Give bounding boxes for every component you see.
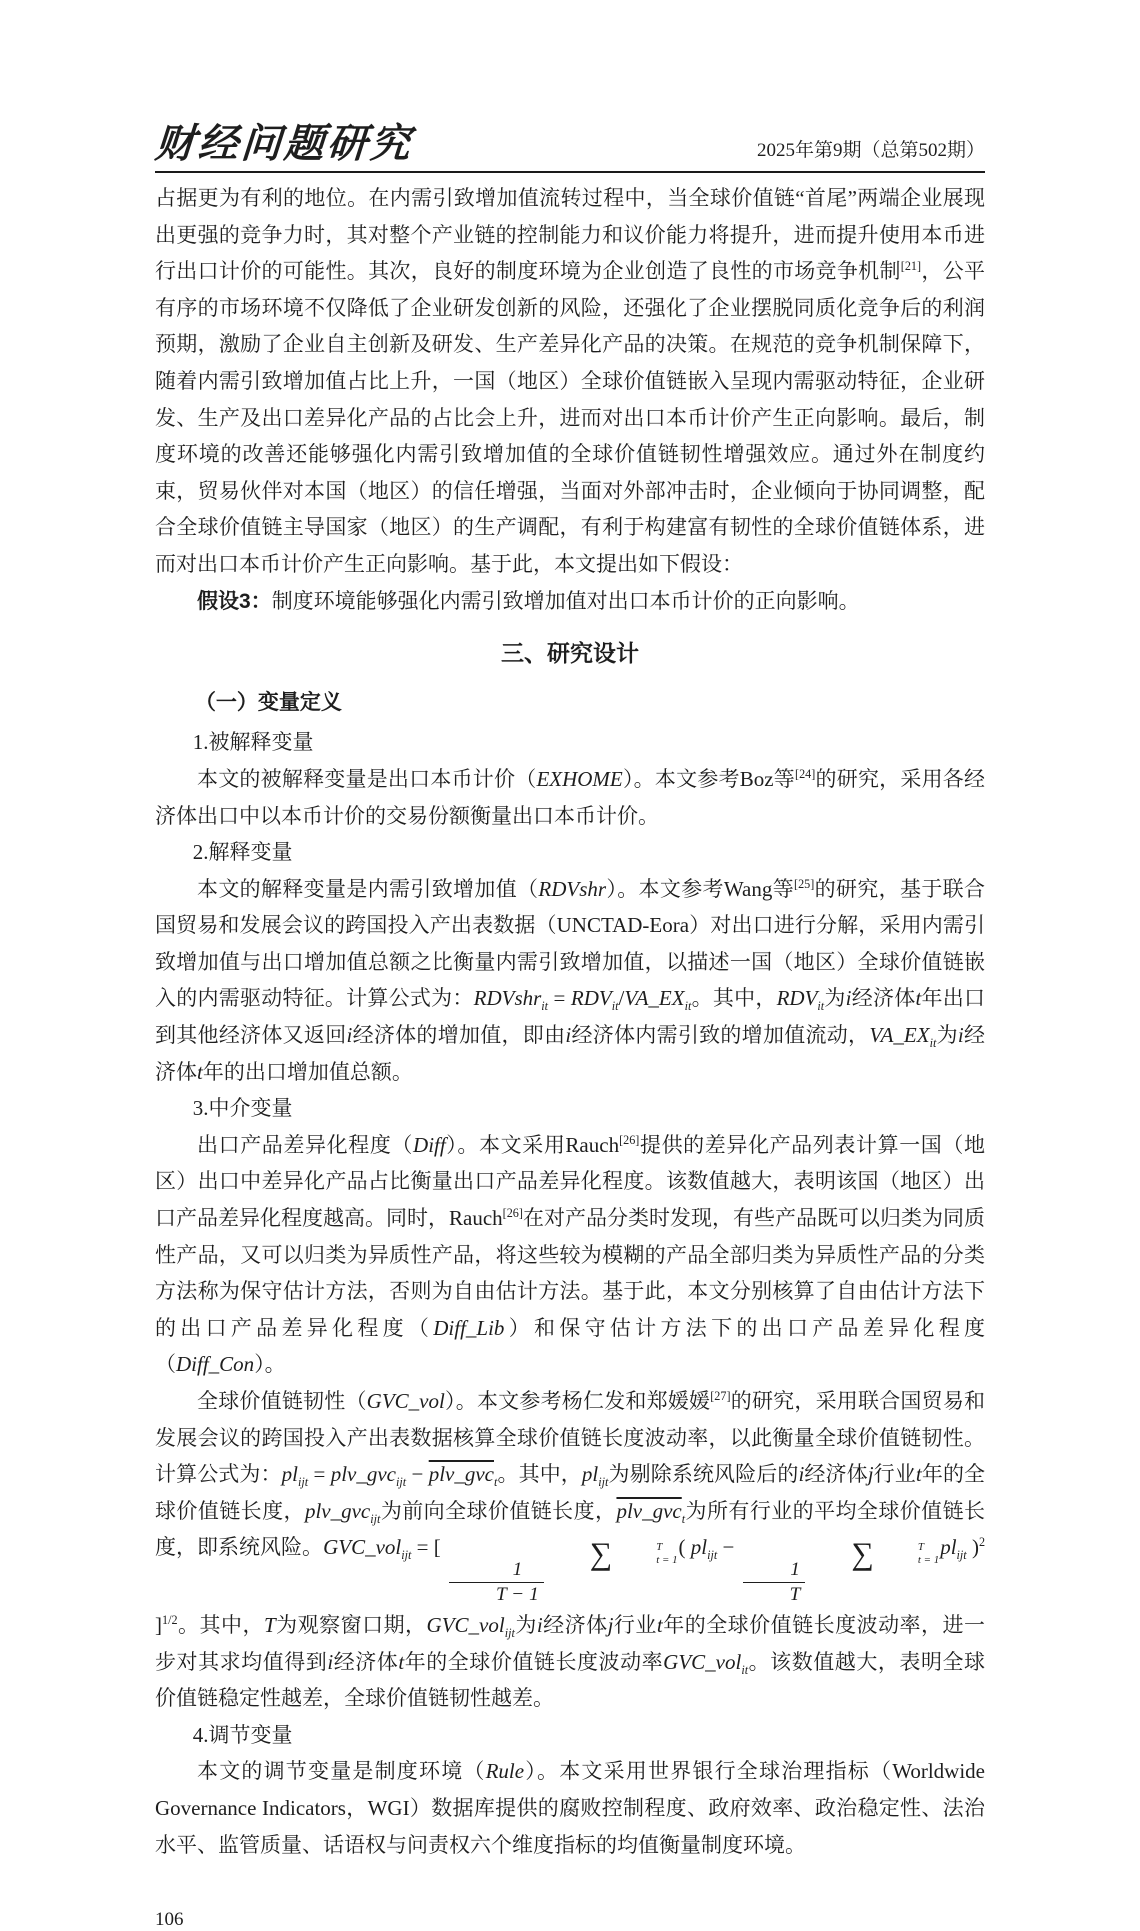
hypothesis-statement: 假设3：制度环境能够强化内需引致增加值对出口本币计价的正向影响。 bbox=[197, 588, 860, 613]
fraction: $\frac{1}{T - 1}$ bbox=[449, 1558, 544, 1607]
page-body bbox=[155, 180, 985, 1863]
subsection-heading: （一）变量定义 bbox=[194, 690, 342, 714]
fraction: $\frac{1}{T}$ bbox=[743, 1558, 806, 1607]
section-heading: 三、研究设计 bbox=[501, 640, 639, 667]
page-header bbox=[155, 0, 985, 173]
paragraph: 全球价值链韧性（GVC_vol）。本文参考杨仁发和郑媛媛[27]的研究，采用联合国贸易和发展会议的跨国投入产出表数据核算全球价值链长度波动率，以此衡量全球价值链韧性。计算公式为：$pl_{ijt}$ = plv_gvc$_{ijt}$ − plv_gvc$_t$。其中，$pl_{ijt}$为剔除系统风险后的i经济体j行业t年的全球价值链长度，plv_gvc$_{ijt}$为前向全球价值链长度，plv_gvc$_t$为所有行业的平均全球价值链长度，即系统风险。GVC_vol$_{ijt}$ = [ $\frac{1}{T - 1}$ ∑ T t = 1 ( $pl_{ijt}$ − $\frac{1}{T}$ ∑ T t = 1 $pl_{ijt}$ )$^2$ ]$^{1/2}$。其中，T为观察窗口期，GVC_vol$_{ijt}$为i经济体j行业t年的全球价值链长度波动率，进一步对其求均值得到i经济体t年的全球价值链长度波动率GVC_vol$_{it}$。该数值越大，表明全球价值链稳定性越差，全球价值链韧性越差。 bbox=[155, 1389, 986, 1711]
numbered-subhead: 1.被解释变量 bbox=[192, 730, 314, 755]
journal-logo: 财经问题研究 bbox=[153, 121, 415, 166]
summation-operator: ∑ T t = 1 bbox=[851, 1535, 940, 1571]
numbered-subhead: 2.解释变量 bbox=[192, 840, 293, 865]
numbered-subhead: 3.中介变量 bbox=[192, 1096, 293, 1121]
paragraph: 出口产品差异化程度（Diff）。本文采用Rauch[26]提供的差异化产品列表计算一国（地区）出口中差异化产品占比衡量出口产品差异化程度。该数值越大，表明该国（地区）出口产品差异化程度越高。同时，Rauch[26]在对产品分类时发现，有些产品既可以归类为同质性产品，又可以归类为异质性产品，将这些较为模糊的产品全部归类为异质性产品的分类方法称为保守估计方法，否则为自由估计方法。基于此，本文分别核算了自由估计方法下的出口产品差异化程度（Diff_Lib）和保守估计方法下的出口产品差异化程度（Diff_Con）。 bbox=[155, 1132, 986, 1377]
paragraph: 本文的解释变量是内需引致增加值（RDVshr）。本文参考Wang等[25]的研究，基于联合国贸易和发展会议的跨国投入产出表数据（UNCTAD-Eora）对出口进行分解，采用内需引致增加值与出口增加值总额之比衡量内需引致增加值，以描述一国（地区）全球价值链嵌入的内需驱动特征。计算公式为：RDVshr$_{it}$ = $RDV_{it}/VA\_EX_{it}$。其中，$RDV_{it}$为i经济体t年出口到其他经济体又返回i经济体的增加值，即由i经济体内需引致的增加值流动，$VA\_EX_{it}$为i经济体t年的出口增加值总额。 bbox=[155, 876, 986, 1084]
numbered-subhead: 4.调节变量 bbox=[192, 1722, 293, 1747]
issue-info: 2025年第9期（总第502期） bbox=[756, 140, 985, 161]
paragraph: 本文的调节变量是制度环境（Rule）。本文采用世界银行全球治理指标（Worldwide Governance Indicators，WGI）数据库提供的腐败控制程度、政府效率、政治稳定性、法治水平、监管质量、话语权与问责权六个维度指标的均值衡量制度环境。 bbox=[155, 1759, 985, 1857]
paragraph: 本文的被解释变量是出口本币计价（EXHOME）。本文参考Boz等[24]的研究，采用各经济体出口中以本币计价的交易份额衡量出口本币计价。 bbox=[155, 766, 986, 828]
paragraph-continued: 占据更为有利的地位。在内需引致增加值流转过程中，当全球价值链“首尾”两端企业展现出更强的竞争力时，其对整个产业链的控制能力和议价能力将提升，进而提升使用本币进行出口计价的可能性。其次，良好的制度环境为企业创造了良性的市场竞争机制[21]，公平有序的市场环境不仅降低了企业研发创新的风险，还强化了企业摆脱同质化竞争后的利润预期，激励了企业自主创新及研发、生产差异化产品的决策。在规范的竞争机制保障下，随着内需引致增加值占比上升，一国（地区）全球价值链嵌入呈现内需驱动特征，企业研发、生产及出口差异化产品的占比会上升，进而对出口本币计价产生正向影响。最后，制度环境的改善还能够强化内需引致增加值的全球价值链韧性增强效应。通过外在制度约束，贸易伙伴对本国（地区）的信任增强，当面对外部冲击时，企业倾向于协同调整，配合全球价值链主导国家（地区）的生产调配，有利于构建富有韧性的全球价值链体系，进而对出口本币计价产生正向影响。基于此，本文提出如下假设： bbox=[155, 186, 986, 576]
summation-operator: ∑ T t = 1 bbox=[589, 1535, 678, 1571]
page-number: 106 bbox=[155, 1909, 184, 1931]
